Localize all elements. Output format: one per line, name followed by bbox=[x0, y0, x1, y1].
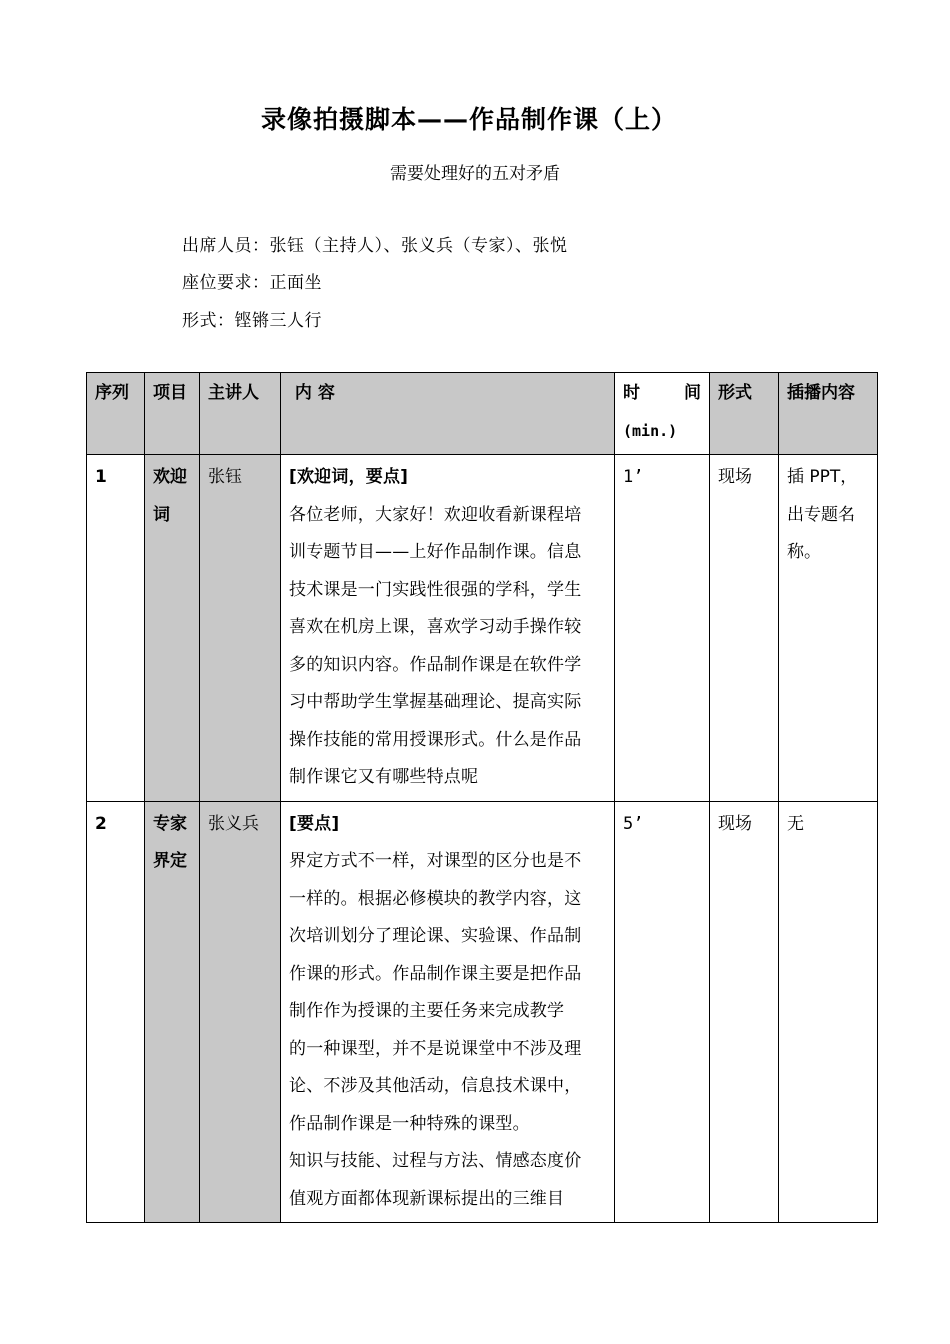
header-speaker: 主讲人 bbox=[200, 373, 281, 455]
header-content bbox=[281, 373, 615, 455]
content-line: 操作技能的常用授课形式。什么是作品 bbox=[289, 729, 582, 750]
content-line: 值观方面都体现新课标提出的三维目 bbox=[289, 1188, 565, 1209]
content-line: 训专题节目——上好作品制作课。信息 bbox=[289, 542, 582, 562]
row-seq: 2 bbox=[87, 801, 145, 1223]
seating-line: 座位要求：正面坐 bbox=[182, 273, 322, 293]
row-time: 5’ bbox=[615, 801, 710, 1223]
document-subtitle: 需要处理好的五对矛盾 bbox=[390, 164, 560, 184]
header-time bbox=[615, 373, 710, 455]
row-insert: 插 PPT，出专题名称。 bbox=[779, 455, 878, 802]
row-time: 1’ bbox=[615, 455, 710, 802]
content-line: 次培训划分了理论课、实验课、作品制 bbox=[289, 926, 582, 946]
content-line: 喜欢在机房上课，喜欢学习动手操作较 bbox=[289, 617, 582, 637]
row-insert: 无 bbox=[779, 801, 878, 1223]
attendees-line: 出席人员：张钰（主持人）、张义兵（专家）、张悦 bbox=[182, 236, 568, 256]
header-insert: 插播内容 bbox=[779, 373, 878, 455]
header-form: 形式 bbox=[710, 373, 779, 455]
content-line: 多的知识内容。作品制作课是在软件学 bbox=[289, 654, 582, 675]
content-line: 界定方式不一样，对课型的区分也是不 bbox=[289, 851, 582, 871]
table-header-row bbox=[87, 373, 878, 455]
content-line: 论、不涉及其他活动，信息技术课中， bbox=[289, 1076, 582, 1096]
row-seq: 1 bbox=[87, 455, 145, 802]
content-title: [要点] bbox=[289, 813, 340, 834]
content-line: 各位老师，大家好！欢迎收看新课程培 bbox=[289, 504, 582, 525]
table-row bbox=[87, 455, 878, 802]
row-form: 现场 bbox=[710, 455, 779, 802]
header-seq: 序列 bbox=[87, 373, 145, 455]
header-item: 项目 bbox=[145, 373, 200, 455]
content-line: 习中帮助学生掌握基础理论、提高实际 bbox=[289, 692, 582, 712]
header-time-unit: (min.) bbox=[623, 421, 678, 440]
content-line: 技术课是一门实践性很强的学科，学生 bbox=[289, 579, 582, 600]
content-title: [欢迎词，要点] bbox=[289, 467, 409, 487]
header-time-b: 间 bbox=[684, 383, 701, 403]
row-content bbox=[281, 455, 615, 802]
document-title: 录像拍摄脚本——作品制作课（上） bbox=[260, 105, 677, 134]
row-content bbox=[281, 801, 615, 1223]
row-speaker: 张钰 bbox=[200, 455, 281, 802]
row-form: 现场 bbox=[710, 801, 779, 1223]
content-line: 一样的。根据必修模块的教学内容，这 bbox=[289, 888, 582, 909]
row-item: 欢迎词 bbox=[145, 455, 200, 802]
content-line: 制作作为授课的主要任务来完成教学 bbox=[289, 1001, 565, 1021]
header-time-a: 时 bbox=[623, 383, 640, 403]
table-row bbox=[87, 801, 878, 1223]
content-line: 制作课它又有哪些特点呢 bbox=[289, 767, 479, 787]
content-line: 知识与技能、过程与方法、情感态度价 bbox=[289, 1151, 582, 1171]
script-table bbox=[86, 372, 878, 1223]
header-time-label bbox=[623, 375, 701, 413]
row-speaker: 张义兵 bbox=[200, 801, 281, 1223]
content-line: 的一种课型，并不是说课堂中不涉及理 bbox=[289, 1038, 582, 1059]
format-line: 形式：铿锵三人行 bbox=[182, 311, 322, 331]
header-content-label: 内 容 bbox=[294, 383, 335, 403]
row-item: 专家界定 bbox=[145, 801, 200, 1223]
content-line: 作品制作课是一种特殊的课型。 bbox=[289, 1113, 530, 1134]
content-line: 作课的形式。作品制作课主要是把作品 bbox=[289, 963, 582, 984]
